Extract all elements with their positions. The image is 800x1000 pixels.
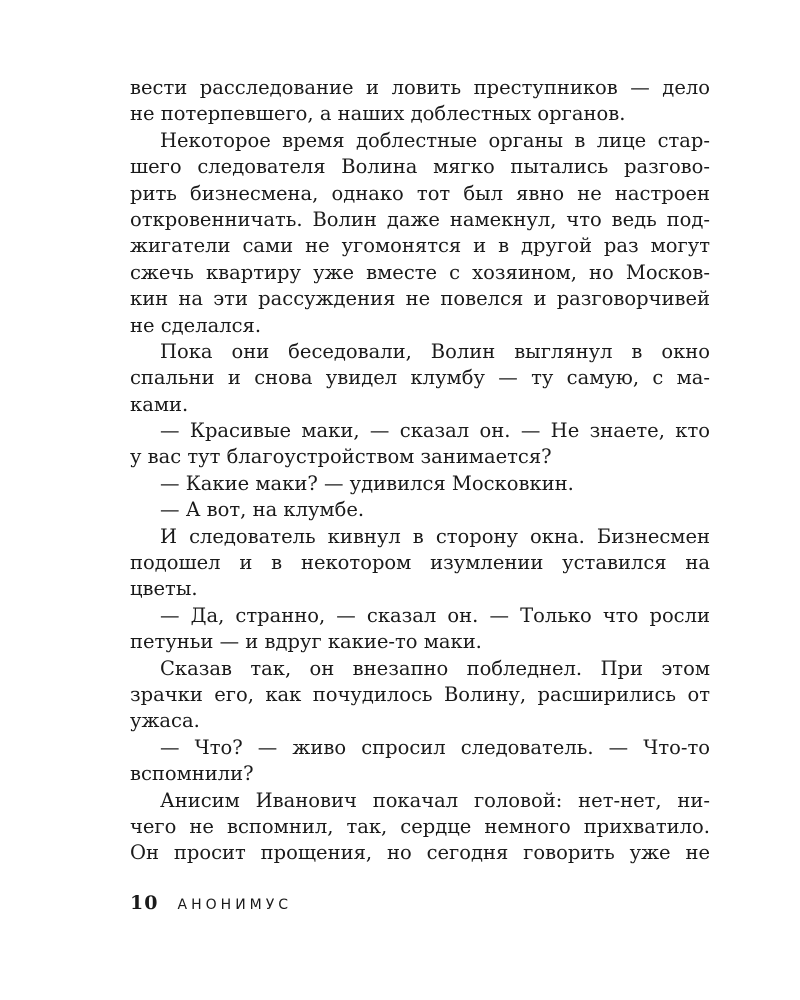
- text-line: откровенничать. Волин даже намекнул, что ведь под-: [130, 207, 710, 231]
- text-line: спальни и снова увидел клумбу — ту самую, с ма-: [130, 366, 710, 390]
- text-line: рить бизнесмена, однако тот был явно не настроен: [130, 181, 710, 205]
- text-line: петуньи — и вдруг какие-то маки.: [130, 630, 482, 654]
- text-line: вести расследование и ловить преступников — дело: [130, 76, 710, 99]
- text-line: подошел и в некотором изумлении уставился на: [130, 551, 710, 575]
- page-number: 10: [130, 892, 159, 914]
- text-line: Пока они беседовали, Волин выглянул в окно: [160, 339, 710, 363]
- text-line: Сказав так, он внезапно побледнел. При этом: [160, 656, 710, 680]
- text-line: Некоторое время доблестные органы в лице стар-: [160, 128, 710, 152]
- text-line: — Что? — живо спросил следователь. — Что-то: [160, 735, 710, 759]
- text-line: не сделался.: [130, 313, 262, 337]
- text-line: И следователь кивнул в сторону окна. Бизнесмен: [160, 524, 710, 548]
- text-line: ужаса.: [130, 709, 200, 733]
- text-line: вспомнили?: [130, 762, 254, 786]
- text-line: ками.: [130, 392, 189, 416]
- text-line: Анисим Иванович покачал головой: нет-нет, ни-: [160, 788, 710, 812]
- text-line: Он просит прощения, но сегодня говорить уже не: [130, 841, 710, 865]
- text-line: чего не вспомнил, так, сердце немного прихватило.: [130, 814, 710, 838]
- text-line: не потерпевшего, а наших доблестных органов.: [130, 102, 626, 126]
- text-line: кин на эти рассуждения не повелся и разговорчивей: [130, 287, 710, 311]
- text-line: зрачки его, как почудилось Волину, расширились от: [130, 682, 710, 706]
- text-line: шего следователя Волина мягко пытались разгово-: [130, 155, 710, 179]
- text-line: — Да, странно, — сказал он. — Только что росли: [160, 603, 710, 627]
- text-line: сжечь квартиру уже вместе с хозяином, но Москов-: [130, 260, 710, 284]
- text-line: цветы.: [130, 577, 198, 601]
- text-line: жигатели сами не угомонятся и в другой раз могут: [130, 234, 710, 258]
- running-head-author: АНОНИМУС: [177, 897, 293, 913]
- text-line: — Какие маки? — удивился Московкин.: [160, 471, 574, 495]
- text-line: у вас тут благоустройством занимается?: [130, 445, 552, 469]
- text-line: — А вот, на клумбе.: [160, 498, 365, 522]
- page-footer: [130, 890, 292, 916]
- book-page-text: [130, 75, 710, 867]
- text-line: — Красивые маки, — сказал он. — Не знаете, кто: [160, 419, 710, 443]
